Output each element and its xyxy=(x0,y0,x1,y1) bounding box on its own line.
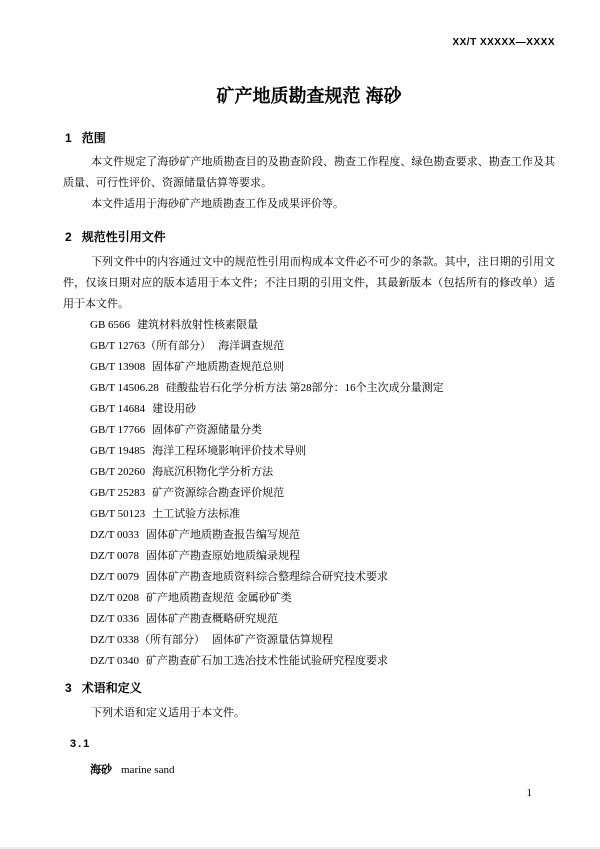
paragraph: 本文件规定了海砂矿产地质勘查目的及勘查阶段、勘查工作程度、绿色勘查要求、勘查工作及其质量、可行性评价、资源储量估算等要求。 xyxy=(63,156,555,189)
reference-title: 硅酸盐岩石化学分析方法 第28部分：16个主次成分量测定 xyxy=(165,382,444,394)
section-1-number: 1 xyxy=(65,131,72,145)
reference-item xyxy=(63,588,555,609)
section-3-title: 术语和定义 xyxy=(81,681,142,695)
page-number: 1 xyxy=(526,787,532,799)
reference-title: 矿产资源综合勘查评价规范 xyxy=(152,487,285,499)
reference-item xyxy=(63,525,555,546)
reference-title: 固体矿产勘查概略研究规范 xyxy=(146,613,278,625)
document-title: 矿产地质勘查规范 海砂 xyxy=(216,86,402,106)
reference-item xyxy=(63,483,555,504)
page-content xyxy=(63,0,555,781)
reference-item xyxy=(63,504,555,525)
section-2-intro: 下列文件中的内容通过文中的规范性引用而构成本文件必不可少的条款。其中，注日期的引用文件，仅该日期对应的版本适用于本文件；不注日期的引用文件，其最新版本（包括所有的修改单）适用于本文件。 xyxy=(63,256,555,310)
section-3-intro-wrap xyxy=(63,703,555,724)
normative-references-list xyxy=(63,315,555,672)
reference-title: 固体矿产地质勘查报告编写规范 xyxy=(146,529,300,541)
section-2-number: 2 xyxy=(65,230,72,244)
reference-code: DZ/T 0208 xyxy=(90,592,139,604)
section-1-heading xyxy=(65,131,555,145)
reference-code: DZ/T 0033 xyxy=(90,529,139,541)
reference-item xyxy=(63,399,555,420)
reference-item xyxy=(63,462,555,483)
reference-code: GB/T 25283 xyxy=(90,487,146,499)
reference-title: 建设用砂 xyxy=(152,403,197,415)
reference-code: GB/T 14684 xyxy=(90,403,146,415)
reference-item xyxy=(63,378,555,399)
reference-item xyxy=(63,609,555,630)
reference-code: GB/T 12763（所有部分） xyxy=(90,340,212,352)
reference-title: 矿产勘查矿石加工选冶技术性能试验研究程度要求 xyxy=(146,655,388,667)
reference-item xyxy=(63,567,555,588)
reference-code: DZ/T 0078 xyxy=(90,550,139,562)
term-chinese: 海砂 xyxy=(90,764,112,776)
reference-code: DZ/T 0079 xyxy=(90,571,139,583)
reference-code: GB/T 20260 xyxy=(90,466,146,478)
section-1-paragraphs xyxy=(63,152,555,215)
reference-title: 建筑材料放射性核素限量 xyxy=(137,319,259,331)
reference-title: 海洋工程环境影响评价技术导则 xyxy=(152,445,307,457)
reference-title: 土工试验方法标准 xyxy=(152,508,241,520)
reference-title: 固体矿产勘查地质资料综合整理综合研究技术要求 xyxy=(146,571,388,583)
section-2-title: 规范性引用文件 xyxy=(81,230,166,244)
reference-item xyxy=(63,546,555,567)
reference-item xyxy=(63,315,555,336)
reference-code: GB/T 13908 xyxy=(90,361,146,373)
reference-item xyxy=(63,651,555,672)
clause-number: 3.1 xyxy=(70,738,92,750)
reference-title: 固体矿产资源量估算规程 xyxy=(212,634,333,646)
paragraph: 本文件适用于海砂矿产地质勘查工作及成果评价等。 xyxy=(91,198,344,210)
reference-code: GB/T 17766 xyxy=(90,424,146,436)
reference-title: 海底沉积物化学分析方法 xyxy=(152,466,274,478)
reference-item xyxy=(63,357,555,378)
reference-item xyxy=(63,441,555,462)
reference-item xyxy=(63,630,555,651)
standard-number-header: XX/T XXXXX—XXXX xyxy=(452,37,555,48)
section-1-title: 范围 xyxy=(81,131,106,145)
reference-title: 固体矿产资源储量分类 xyxy=(152,424,263,436)
section-3-heading xyxy=(65,681,555,695)
reference-title: 海洋调查规范 xyxy=(218,340,285,352)
section-3-intro: 下列术语和定义适用于本文件。 xyxy=(91,707,245,719)
reference-item xyxy=(63,336,555,357)
term-english: marine sand xyxy=(121,764,175,776)
section-2-intro-wrap xyxy=(63,252,555,315)
section-2-heading xyxy=(65,230,555,244)
reference-item xyxy=(63,420,555,441)
reference-code: GB/T 14506.28 xyxy=(90,382,159,394)
reference-code: DZ/T 0340 xyxy=(90,655,139,667)
section-3-number: 3 xyxy=(65,681,72,695)
reference-code: DZ/T 0336 xyxy=(90,613,139,625)
reference-title: 矿产地质勘查规范 金属砂矿类 xyxy=(146,592,292,604)
reference-title: 固体矿产勘查原始地质编录规程 xyxy=(146,550,300,562)
reference-code: GB/T 50123 xyxy=(90,508,146,520)
term-definition-line xyxy=(63,760,555,781)
reference-code: DZ/T 0338（所有部分） xyxy=(90,634,205,646)
reference-code: GB 6566 xyxy=(90,319,131,331)
reference-title: 固体矿产地质勘查规范总则 xyxy=(152,361,285,373)
reference-code: GB/T 19485 xyxy=(90,445,146,457)
